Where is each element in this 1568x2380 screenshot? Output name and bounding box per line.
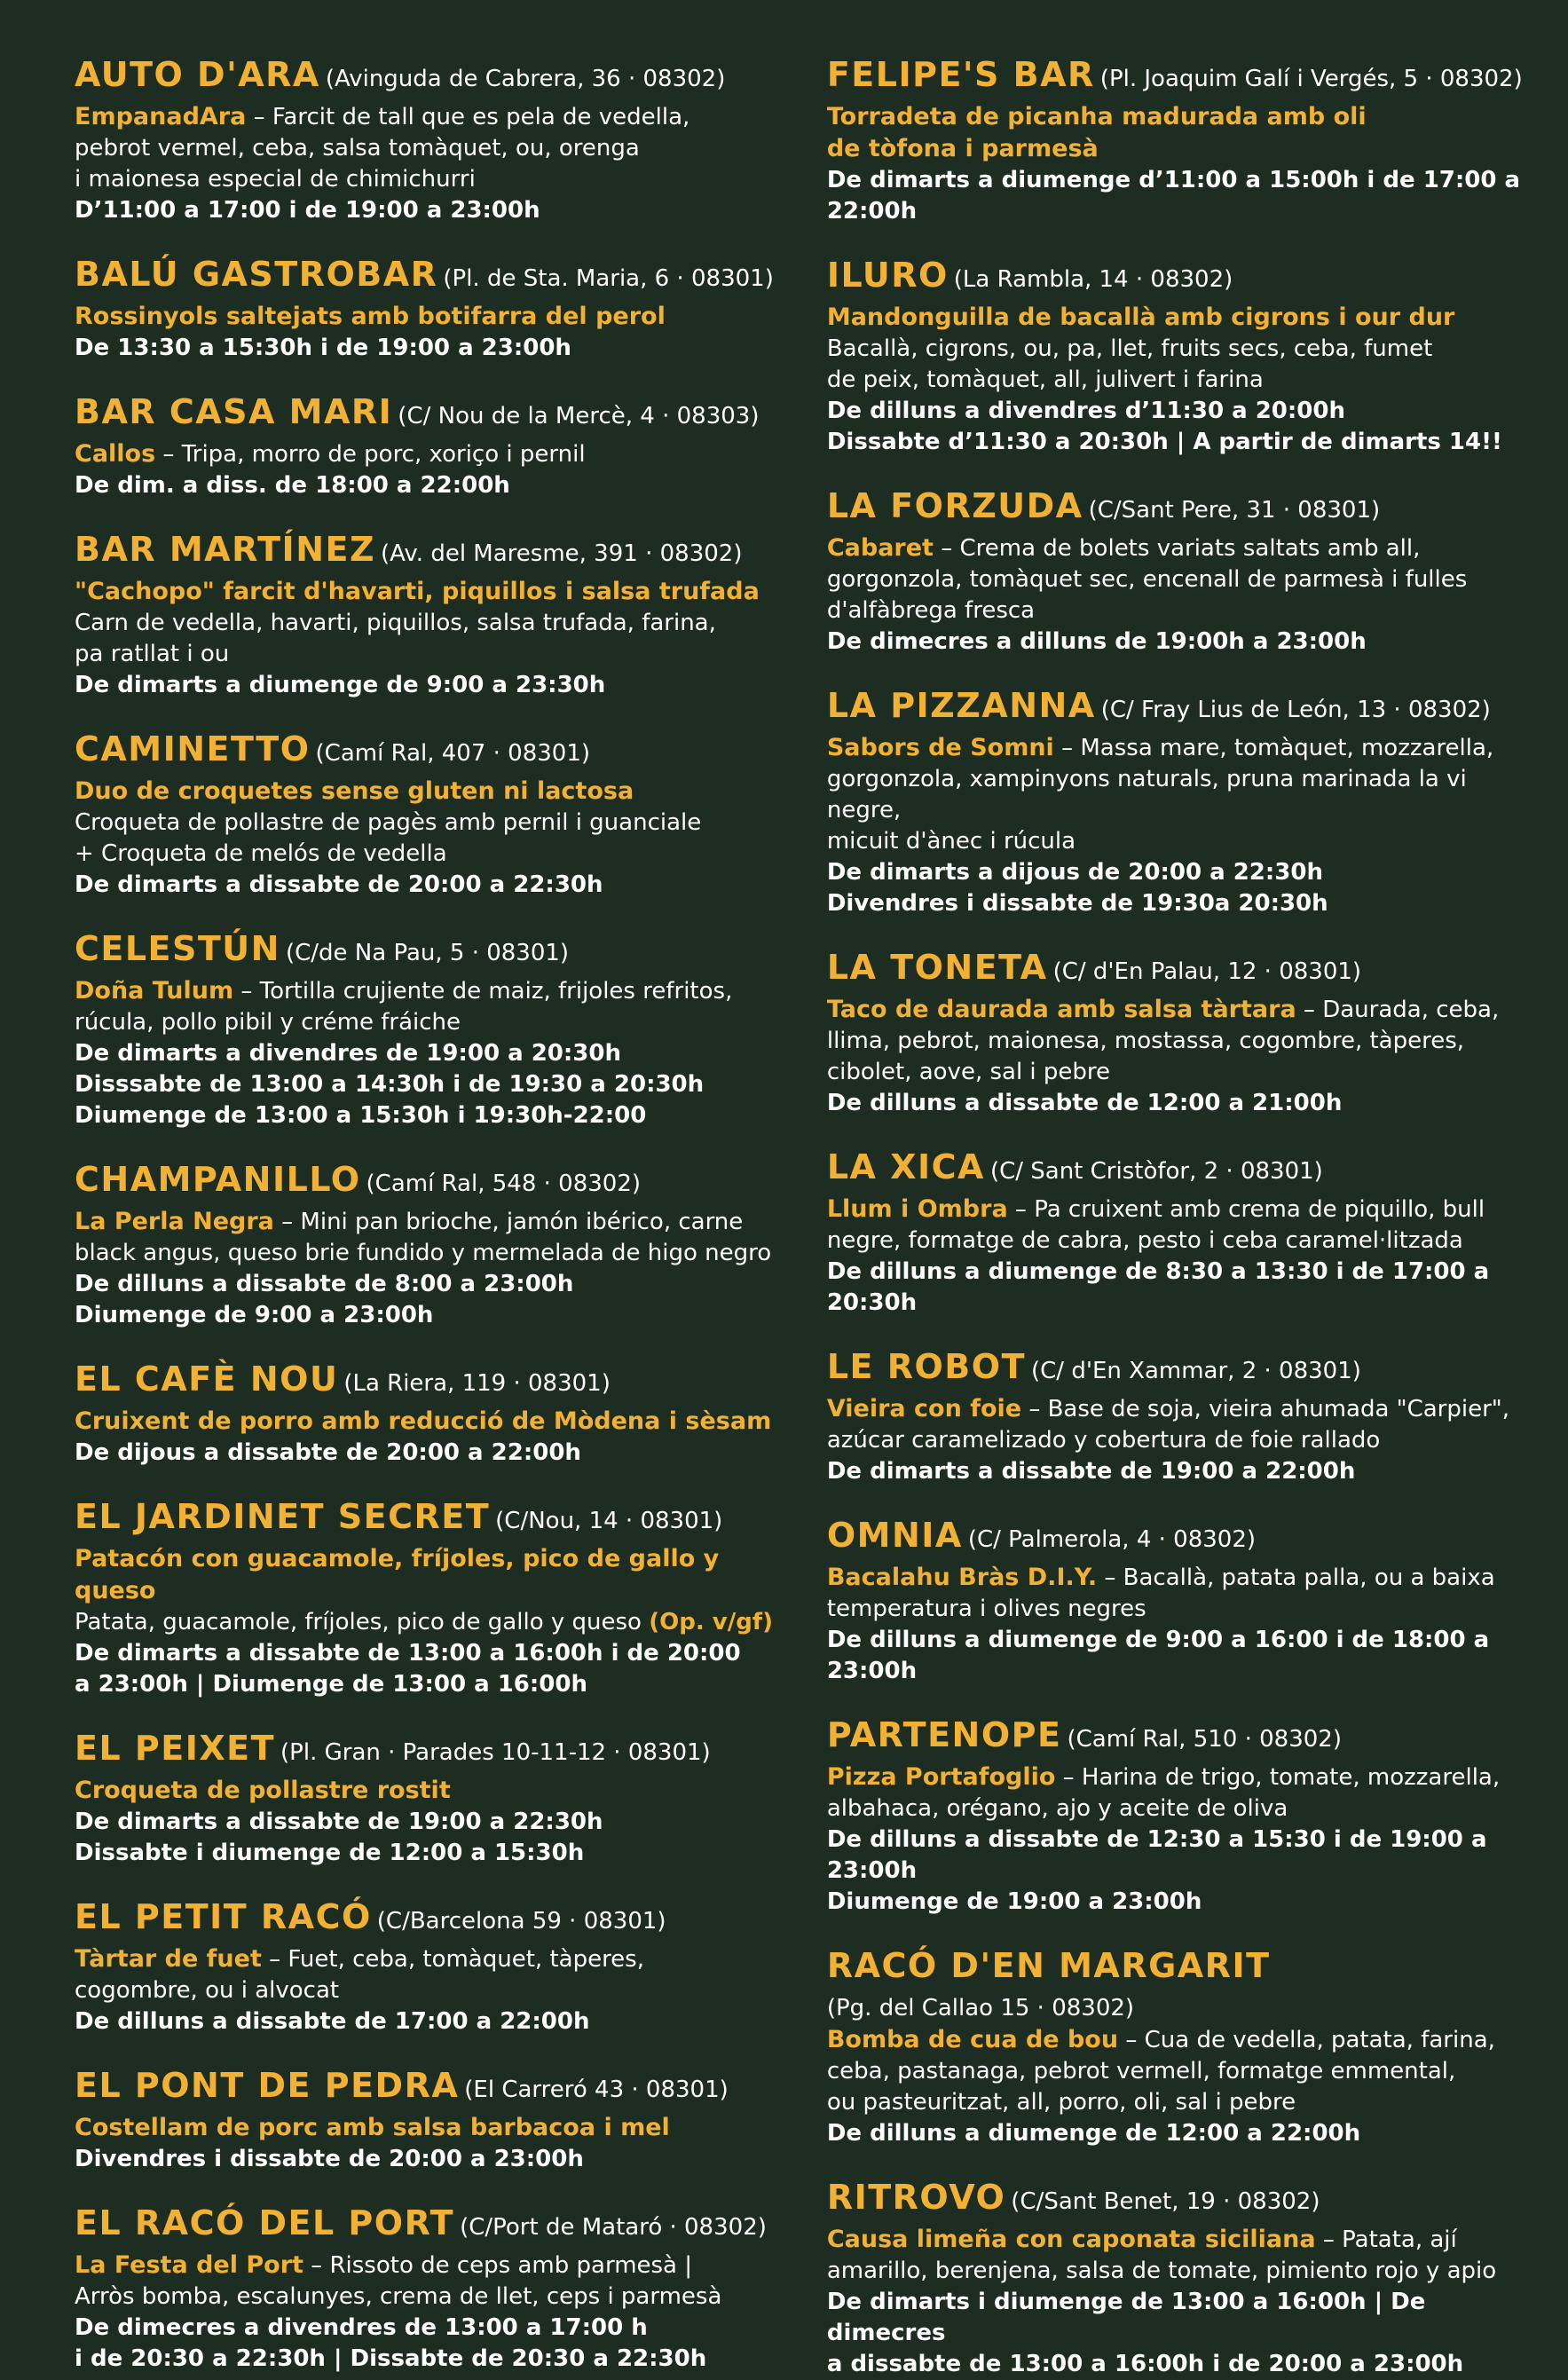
restaurant-header bbox=[75, 929, 774, 975]
opening-hours: Divendres i dissabte de 19:30a 20:30h bbox=[826, 890, 1328, 917]
restaurant-header bbox=[827, 256, 1524, 302]
dish-description: – Daurada, ceba, bbox=[1296, 997, 1500, 1023]
restaurant-entry bbox=[75, 1497, 774, 1700]
opening-hours: De dimecres a divendres de 13:00 a 17:00 h bbox=[75, 2314, 648, 2341]
restaurant-entry bbox=[75, 392, 774, 501]
opening-hours: Divendres i dissabte de 20:00 a 23:00h bbox=[75, 2146, 584, 2172]
dish-description: – Harina de trigo, tomate, mozzarella, bbox=[1055, 1764, 1501, 1791]
restaurant-entry bbox=[75, 1897, 774, 2037]
restaurant-entry bbox=[827, 1715, 1524, 1918]
restaurant-name: LA TONETA bbox=[826, 948, 1048, 987]
restaurant-entry bbox=[827, 2178, 1524, 2380]
restaurant-header bbox=[75, 392, 774, 438]
restaurant-name: RACÓ D'EN MARGARIT bbox=[826, 1946, 1271, 1985]
opening-hours: De dilluns a divendres d’11:30 a 20:00h bbox=[826, 398, 1345, 424]
dish-line bbox=[827, 732, 1524, 764]
restaurant-entry bbox=[827, 948, 1524, 1119]
restaurant-header bbox=[75, 2203, 774, 2250]
restaurant-header bbox=[75, 1160, 774, 1206]
dish-name: Bomba de cua de bou bbox=[826, 2026, 1119, 2053]
dish-name: Sabors de Somni bbox=[826, 734, 1054, 761]
restaurant-name: BALÚ GASTROBAR bbox=[75, 255, 438, 294]
opening-hours: Diumenge de 19:00 a 23:00h bbox=[826, 1888, 1202, 1915]
restaurant-header bbox=[75, 1729, 774, 1775]
restaurant-address: (Pl. Gran · Parades 10-11-12 · 08301) bbox=[280, 1739, 711, 1766]
restaurant-name: LA FORZUDA bbox=[826, 486, 1083, 525]
dish-name: Mandonguilla de bacallà amb cigrons i our dur bbox=[826, 303, 1455, 331]
restaurant-name: LA XICA bbox=[826, 1147, 985, 1186]
restaurant-name: BAR CASA MARI bbox=[75, 392, 393, 431]
description-line bbox=[75, 1238, 774, 1269]
dish-name: Bacalahu Bràs D.I.Y. bbox=[826, 1564, 1098, 1591]
restaurant-entry bbox=[75, 1729, 774, 1869]
opening-hours: De 13:30 a 15:30h i de 19:00 a 23:00h bbox=[75, 335, 571, 361]
restaurant-entry bbox=[827, 256, 1524, 458]
dish-description: – Tripa, morro de porc, xoriço i pernil bbox=[155, 441, 586, 468]
restaurant-header bbox=[827, 1147, 1524, 1194]
dish-line bbox=[75, 1775, 774, 1807]
dish-line bbox=[827, 302, 1524, 334]
restaurant-address: (C/Port de Mataró · 08302) bbox=[460, 2214, 767, 2241]
dish-description: cibolet, aove, sal i pebre bbox=[826, 1059, 1111, 1085]
dish-description: pa ratllat i ou bbox=[75, 641, 230, 667]
dish-description: – Bacallà, patata palla, ou a baixa bbox=[1097, 1564, 1495, 1591]
restaurant-name: EL PONT DE PEDRA bbox=[75, 2066, 460, 2105]
restaurant-name: CAMINETTO bbox=[75, 729, 311, 768]
dish-description: i maionesa especial de chimichurri bbox=[75, 166, 476, 193]
dish-line bbox=[827, 1562, 1524, 1594]
description-line bbox=[75, 639, 774, 670]
dish-description: d'alfàbrega fresca bbox=[826, 597, 1036, 624]
dish-line bbox=[827, 532, 1524, 564]
restaurant-address: (Pl. Joaquim Galí i Vergés, 5 · 08302) bbox=[1099, 66, 1523, 92]
opening-hours: De dijous a dissabte de 20:00 a 22:00h bbox=[75, 1439, 581, 1466]
restaurant-header bbox=[75, 530, 774, 576]
restaurant-entry bbox=[827, 1946, 1524, 2149]
dish-line bbox=[75, 776, 774, 808]
opening-hours: a dissabte de 13:00 a 16:00h i de 20:00 a 23:00h bbox=[826, 2351, 1464, 2377]
dish-name: Rossinyols saltejats amb botifarra del perol bbox=[75, 303, 666, 330]
opening-hours: De dimarts a divendres de 19:00 a 20:30h bbox=[75, 1040, 621, 1067]
restaurant-address: (C/Sant Pere, 31 · 08301) bbox=[1088, 497, 1381, 524]
description-line bbox=[827, 764, 1524, 826]
opening-hours: De dilluns a dissabte de 8:00 a 23:00h bbox=[75, 1271, 574, 1297]
dish-name: EmpanadAra bbox=[75, 103, 247, 130]
dish-name: Cabaret bbox=[826, 534, 934, 562]
restaurant-header bbox=[827, 55, 1524, 101]
dish-description: – Cua de vedella, patata, farina, bbox=[1118, 2027, 1495, 2053]
dish-description: pebrot vermel, ceba, salsa tomàquet, ou, orenga bbox=[75, 135, 640, 162]
restaurant-entry bbox=[827, 55, 1524, 227]
opening-hours: Diumenge de 9:00 a 23:00h bbox=[75, 1302, 434, 1328]
opening-hours: De dimecres a dilluns de 19:00h a 23:00h bbox=[826, 628, 1367, 655]
restaurant-address: (C/ d'En Xammar, 2 · 08301) bbox=[1031, 1358, 1361, 1384]
dish-description: amarillo, berenjena, salsa de tomate, pimiento rojo y apio bbox=[826, 2258, 1497, 2284]
right-column bbox=[826, 55, 1524, 2377]
dish-description: negre, formatge de cabra, pesto i ceba caramel·litzada bbox=[826, 1227, 1463, 1254]
description-line bbox=[827, 2056, 1524, 2087]
description-line bbox=[827, 826, 1524, 857]
restaurant-address: (C/Sant Benet, 19 · 08302) bbox=[1011, 2188, 1320, 2215]
opening-hours: De dilluns a diumenge de 9:00 a 16:00 i de 18:00 a 23:00h bbox=[826, 1627, 1490, 1684]
restaurant-header bbox=[827, 1347, 1524, 1393]
restaurant-name: RITROVO bbox=[826, 2178, 1006, 2217]
dish-description: cogombre, ou i alvocat bbox=[75, 1977, 340, 2004]
restaurant-entry bbox=[75, 1359, 774, 1469]
dish-name: Croqueta de pollastre rostit bbox=[75, 1777, 451, 1804]
dish-name: "Cachopo" farcit d'havarti, piquillos i salsa trufada bbox=[75, 578, 760, 605]
restaurant-address: (Av. del Maresme, 391 · 08302) bbox=[381, 540, 743, 567]
restaurant-name: BAR MARTÍNEZ bbox=[75, 530, 376, 569]
restaurant-name: CELESTÚN bbox=[75, 929, 280, 968]
restaurant-header bbox=[827, 486, 1524, 532]
dish-line bbox=[75, 2112, 774, 2144]
restaurant-header bbox=[75, 55, 774, 101]
dish-name: Patacón con guacamole, fríjoles, pico de gallo y queso bbox=[75, 1545, 720, 1604]
description-line bbox=[827, 365, 1524, 396]
dish-description: de peix, tomàquet, all, julivert i farina bbox=[826, 366, 1264, 393]
restaurant-name: EL CAFÈ NOU bbox=[75, 1359, 339, 1399]
opening-hours: De dilluns a dissabte de 12:30 a 15:30 i de 19:00 a 23:00h bbox=[826, 1826, 1487, 1884]
dish-line bbox=[75, 1406, 774, 1438]
opening-hours: De dimarts a dissabte de 19:00 a 22:30h bbox=[75, 1809, 603, 1835]
restaurant-entry bbox=[75, 1160, 774, 1331]
description-line bbox=[827, 595, 1524, 627]
dish-description: gorgonzola, tomàquet sec, encenall de parmesà i fulles bbox=[826, 566, 1468, 593]
restaurant-name: EL PEIXET bbox=[75, 1729, 276, 1768]
opening-hours: De dilluns a dissabte de 17:00 a 22:00h bbox=[75, 2008, 590, 2035]
description-line bbox=[75, 2281, 774, 2313]
dish-description: – Farcit de tall que es pela de vedella, bbox=[246, 104, 690, 130]
restaurant-header bbox=[827, 948, 1524, 994]
dish-line bbox=[827, 133, 1524, 165]
restaurant-name: CHAMPANILLO bbox=[75, 1160, 361, 1199]
restaurant-address: (Camí Ral, 510 · 08302) bbox=[1067, 1726, 1342, 1753]
dish-line bbox=[827, 2224, 1524, 2256]
dish-description: – Rissoto de ceps amb parmesà | bbox=[303, 2252, 693, 2279]
restaurant-entry bbox=[827, 1516, 1524, 1687]
restaurant-header bbox=[75, 729, 774, 776]
dish-line bbox=[75, 2250, 774, 2281]
dish-description: ceba, pastanaga, pebrot vermell, formatge emmental, bbox=[826, 2058, 1456, 2084]
dish-line bbox=[75, 1206, 774, 1238]
description-line bbox=[827, 1425, 1524, 1456]
opening-hours: De dimarts a diumenge d’11:00 a 15:00h i de 17:00 a 22:00h bbox=[826, 167, 1521, 225]
restaurant-address: (C/ d'En Palau, 12 · 08301) bbox=[1052, 958, 1362, 985]
restaurant-header bbox=[75, 2066, 774, 2112]
restaurant-address: (Camí Ral, 407 · 08301) bbox=[315, 740, 591, 767]
dish-description: azúcar caramelizado y cobertura de foie rallado bbox=[826, 1427, 1381, 1454]
dish-description: llima, pebrot, maionesa, mostassa, cogombre, tàperes, bbox=[826, 1028, 1465, 1054]
dish-name: Cruixent de porro amb reducció de Mòdena i sèsam bbox=[75, 1407, 772, 1435]
description-line bbox=[75, 839, 774, 870]
dish-line bbox=[75, 576, 774, 608]
opening-hours: D’11:00 a 17:00 i de 19:00 a 23:00h bbox=[75, 197, 540, 224]
opening-hours: De dimarts a dijous de 20:00 a 22:30h bbox=[826, 859, 1323, 886]
restaurant-name: EL RACÓ DEL PORT bbox=[75, 2203, 455, 2242]
dish-description: Arròs bomba, escalunyes, crema de llet, ceps i parmesà bbox=[75, 2283, 722, 2310]
description-line bbox=[75, 1007, 774, 1038]
restaurant-header bbox=[827, 686, 1524, 732]
opening-hours: Dissabte i diumenge de 12:00 a 15:30h bbox=[75, 1840, 585, 1866]
restaurant-entry bbox=[75, 729, 774, 901]
restaurant-name: OMNIA bbox=[826, 1516, 963, 1555]
dish-description: Bacallà, cigrons, ou, pa, llet, fruits secs, ceba, fumet bbox=[826, 335, 1433, 362]
dish-line bbox=[75, 1543, 774, 1607]
dish-line bbox=[75, 1943, 774, 1975]
dish-line bbox=[827, 2024, 1524, 2056]
description-line bbox=[827, 2256, 1524, 2287]
dish-description: Patata, guacamole, fríjoles, pico de gallo y queso bbox=[75, 1609, 650, 1635]
restaurant-header bbox=[75, 1359, 774, 1406]
restaurant-address: (C/ Nou de la Mercè, 4 · 08303) bbox=[398, 403, 760, 430]
dish-name: Causa limeña con caponata siciliana bbox=[826, 2226, 1316, 2253]
dish-description: Carn de vedella, havarti, piquillos, salsa trufada, farina, bbox=[75, 610, 716, 636]
dish-name: Costellam de porc amb salsa barbacoa i mel bbox=[75, 2114, 670, 2141]
opening-hours: De dilluns a dissabte de 12:00 a 21:00h bbox=[826, 1090, 1343, 1116]
opening-hours: De dimarts a dissabte de 19:00 a 22:00h bbox=[826, 1458, 1356, 1485]
opening-hours: De dilluns a diumenge de 12:00 a 22:00h bbox=[826, 2120, 1361, 2147]
restaurant-entry bbox=[75, 55, 774, 226]
description-line bbox=[827, 1057, 1524, 1088]
dish-line bbox=[75, 975, 774, 1007]
opening-hours: De dim. a diss. de 18:00 a 22:00h bbox=[75, 472, 510, 499]
dish-description: + Croqueta de melós de vedella bbox=[75, 840, 447, 867]
restaurant-entry bbox=[827, 1347, 1524, 1487]
dish-description: – Base de soja, vieira ahumada "Carpier", bbox=[1021, 1396, 1510, 1422]
restaurant-address: (C/Barcelona 59 · 08301) bbox=[376, 1908, 666, 1935]
restaurant-name: LA PIZZANNA bbox=[826, 686, 1096, 725]
opening-hours: Diumenge de 13:00 a 15:30h i 19:30h-22:00 bbox=[75, 1102, 647, 1129]
restaurant-entry bbox=[75, 929, 774, 1131]
dietary-option-note: (Op. v/gf) bbox=[649, 1609, 773, 1635]
description-line bbox=[827, 1026, 1524, 1057]
description-line bbox=[827, 334, 1524, 365]
restaurant-entry bbox=[75, 2203, 774, 2375]
dish-line bbox=[827, 1761, 1524, 1793]
dish-line bbox=[75, 101, 774, 133]
restaurant-entry bbox=[75, 2066, 774, 2175]
restaurant-name: EL PETIT RACÓ bbox=[75, 1897, 372, 1936]
restaurant-header bbox=[827, 2178, 1524, 2224]
restaurant-entry bbox=[827, 486, 1524, 658]
description-line bbox=[75, 1607, 774, 1638]
restaurant-header bbox=[827, 1715, 1524, 1761]
restaurant-name: EL JARDINET SECRET bbox=[75, 1497, 491, 1536]
dish-description: Croqueta de pollastre de pagès amb pernil i guanciale bbox=[75, 809, 702, 836]
restaurant-entry bbox=[75, 255, 774, 364]
dish-description: rúcula, pollo pibil y créme fráiche bbox=[75, 1009, 461, 1036]
dish-name: de tòfona i parmesà bbox=[826, 135, 1099, 162]
restaurant-address: (Avinguda de Cabrera, 36 · 08302) bbox=[325, 66, 726, 92]
description-line bbox=[827, 2087, 1524, 2118]
dish-name: Taco de daurada amb salsa tàrtara bbox=[826, 996, 1296, 1023]
description-line bbox=[75, 608, 774, 639]
dish-line bbox=[827, 994, 1524, 1026]
opening-hours: i de 20:30 a 22:30h | Dissabte de 20:30 a 22:30h bbox=[75, 2345, 707, 2372]
restaurant-header bbox=[827, 1946, 1524, 2024]
description-line bbox=[75, 1975, 774, 2006]
dish-description: black angus, queso brie fundido y mermelada de higo negro bbox=[75, 1240, 772, 1266]
restaurant-name: PARTENOPE bbox=[826, 1715, 1062, 1754]
dish-name: Callos bbox=[75, 440, 156, 468]
dish-name: Vieira con foie bbox=[826, 1395, 1022, 1422]
dish-description: – Fuet, ceba, tomàquet, tàperes, bbox=[261, 1946, 644, 1973]
restaurant-name: AUTO D'ARA bbox=[75, 55, 320, 94]
restaurant-address: (Pg. del Callao 15 · 08302) bbox=[826, 1995, 1135, 2021]
restaurant-address: (C/Nou, 14 · 08301) bbox=[495, 1508, 723, 1534]
dish-name: La Perla Negra bbox=[75, 1208, 274, 1235]
restaurant-name: LE ROBOT bbox=[826, 1347, 1026, 1386]
dish-name: La Festa del Port bbox=[75, 2251, 303, 2279]
dish-name: Llum i Ombra bbox=[826, 1195, 1008, 1223]
restaurant-header bbox=[827, 1516, 1524, 1562]
restaurant-name: FELIPE'S BAR bbox=[826, 55, 1095, 94]
dish-name: Torradeta de picanha madurada amb oli bbox=[826, 103, 1367, 130]
description-line bbox=[827, 1594, 1524, 1625]
dish-name: Pizza Portafoglio bbox=[826, 1763, 1056, 1791]
dish-line bbox=[827, 101, 1524, 133]
restaurant-address: (C/ Fray Lius de León, 13 · 08302) bbox=[1100, 697, 1491, 723]
opening-hours: De dimarts a diumenge de 9:00 a 23:30h bbox=[75, 672, 606, 698]
description-line bbox=[75, 808, 774, 839]
dish-description: temperatura i olives negres bbox=[826, 1596, 1146, 1622]
opening-hours: De dimarts a dissabte de 20:00 a 22:30h bbox=[75, 871, 603, 898]
left-column bbox=[75, 55, 774, 2372]
dish-description: – Patata, ají bbox=[1315, 2226, 1457, 2253]
description-line bbox=[827, 1225, 1524, 1257]
restaurant-header bbox=[75, 1897, 774, 1943]
opening-hours: De dilluns a diumenge de 8:30 a 13:30 i de 17:00 a 20:30h bbox=[826, 1258, 1490, 1316]
dish-description: – Crema de bolets variats saltats amb all, bbox=[933, 535, 1421, 562]
description-line bbox=[75, 133, 774, 164]
dish-description: – Massa mare, tomàquet, mozzarella, bbox=[1053, 735, 1494, 761]
restaurant-header bbox=[75, 1497, 774, 1543]
dish-description: – Mini pan brioche, jamón ibérico, carne bbox=[273, 1209, 744, 1235]
dish-name: Duo de croquetes sense gluten ni lactosa bbox=[75, 777, 634, 805]
restaurant-address: (C/ Palmerola, 4 · 08302) bbox=[967, 1526, 1257, 1553]
restaurant-header bbox=[75, 255, 774, 301]
restaurant-address: (Pl. de Sta. Maria, 6 · 08301) bbox=[443, 265, 774, 292]
dish-description: gorgonzola, xampinyons naturals, pruna marinada la vi negre, bbox=[826, 766, 1467, 824]
dish-line bbox=[75, 301, 774, 333]
description-line bbox=[75, 164, 774, 195]
description-line bbox=[827, 1793, 1524, 1824]
restaurant-address: (C/de Na Pau, 5 · 08301) bbox=[285, 940, 570, 966]
restaurant-address: (Camí Ral, 548 · 08302) bbox=[366, 1170, 642, 1197]
opening-hours: De dimarts a dissabte de 13:00 a 16:00h i de 20:00 bbox=[75, 1640, 741, 1667]
opening-hours: Dissabte d’11:30 a 20:30h | A partir de dimarts 14!! bbox=[826, 429, 1502, 455]
dish-description: – Pa cruixent amb crema de piquillo, bull bbox=[1007, 1196, 1485, 1223]
restaurant-address: (C/ Sant Cristòfor, 2 · 08301) bbox=[989, 1158, 1323, 1185]
dish-line bbox=[827, 1393, 1524, 1425]
restaurant-entry bbox=[75, 530, 774, 701]
opening-hours: De dimarts i diumenge de 13:00 a 16:00h | De dimecres bbox=[826, 2289, 1426, 2346]
dish-description: albahaca, orégano, ajo y aceite de oliva bbox=[826, 1795, 1288, 1822]
restaurant-name: ILURO bbox=[826, 256, 949, 295]
dish-description: – Tortilla crujiente de maiz, frijoles refritos, bbox=[233, 978, 733, 1005]
dish-description: ou pasteuritzat, all, porro, oli, sal i pebre bbox=[826, 2089, 1296, 2116]
dish-name: Doña Tulum bbox=[75, 977, 234, 1005]
dish-name: Tàrtar de fuet bbox=[75, 1945, 262, 1973]
restaurant-address: (La Rambla, 14 · 08302) bbox=[953, 266, 1233, 293]
dish-description: micuit d'ànec i rúcula bbox=[826, 828, 1076, 855]
description-line bbox=[827, 564, 1524, 595]
opening-hours: a 23:00h | Diumenge de 13:00 a 16:00h bbox=[75, 1671, 587, 1698]
restaurant-address: (El Carreró 43 · 08301) bbox=[464, 2077, 729, 2103]
restaurant-entry bbox=[827, 1147, 1524, 1319]
dish-line bbox=[827, 1194, 1524, 1225]
restaurant-entry bbox=[827, 686, 1524, 919]
restaurant-address: (La Riera, 119 · 08301) bbox=[343, 1370, 611, 1397]
dish-line bbox=[75, 438, 774, 470]
opening-hours: Disssabte de 13:00 a 14:30h i de 19:30 a 20:30h bbox=[75, 1071, 705, 1098]
